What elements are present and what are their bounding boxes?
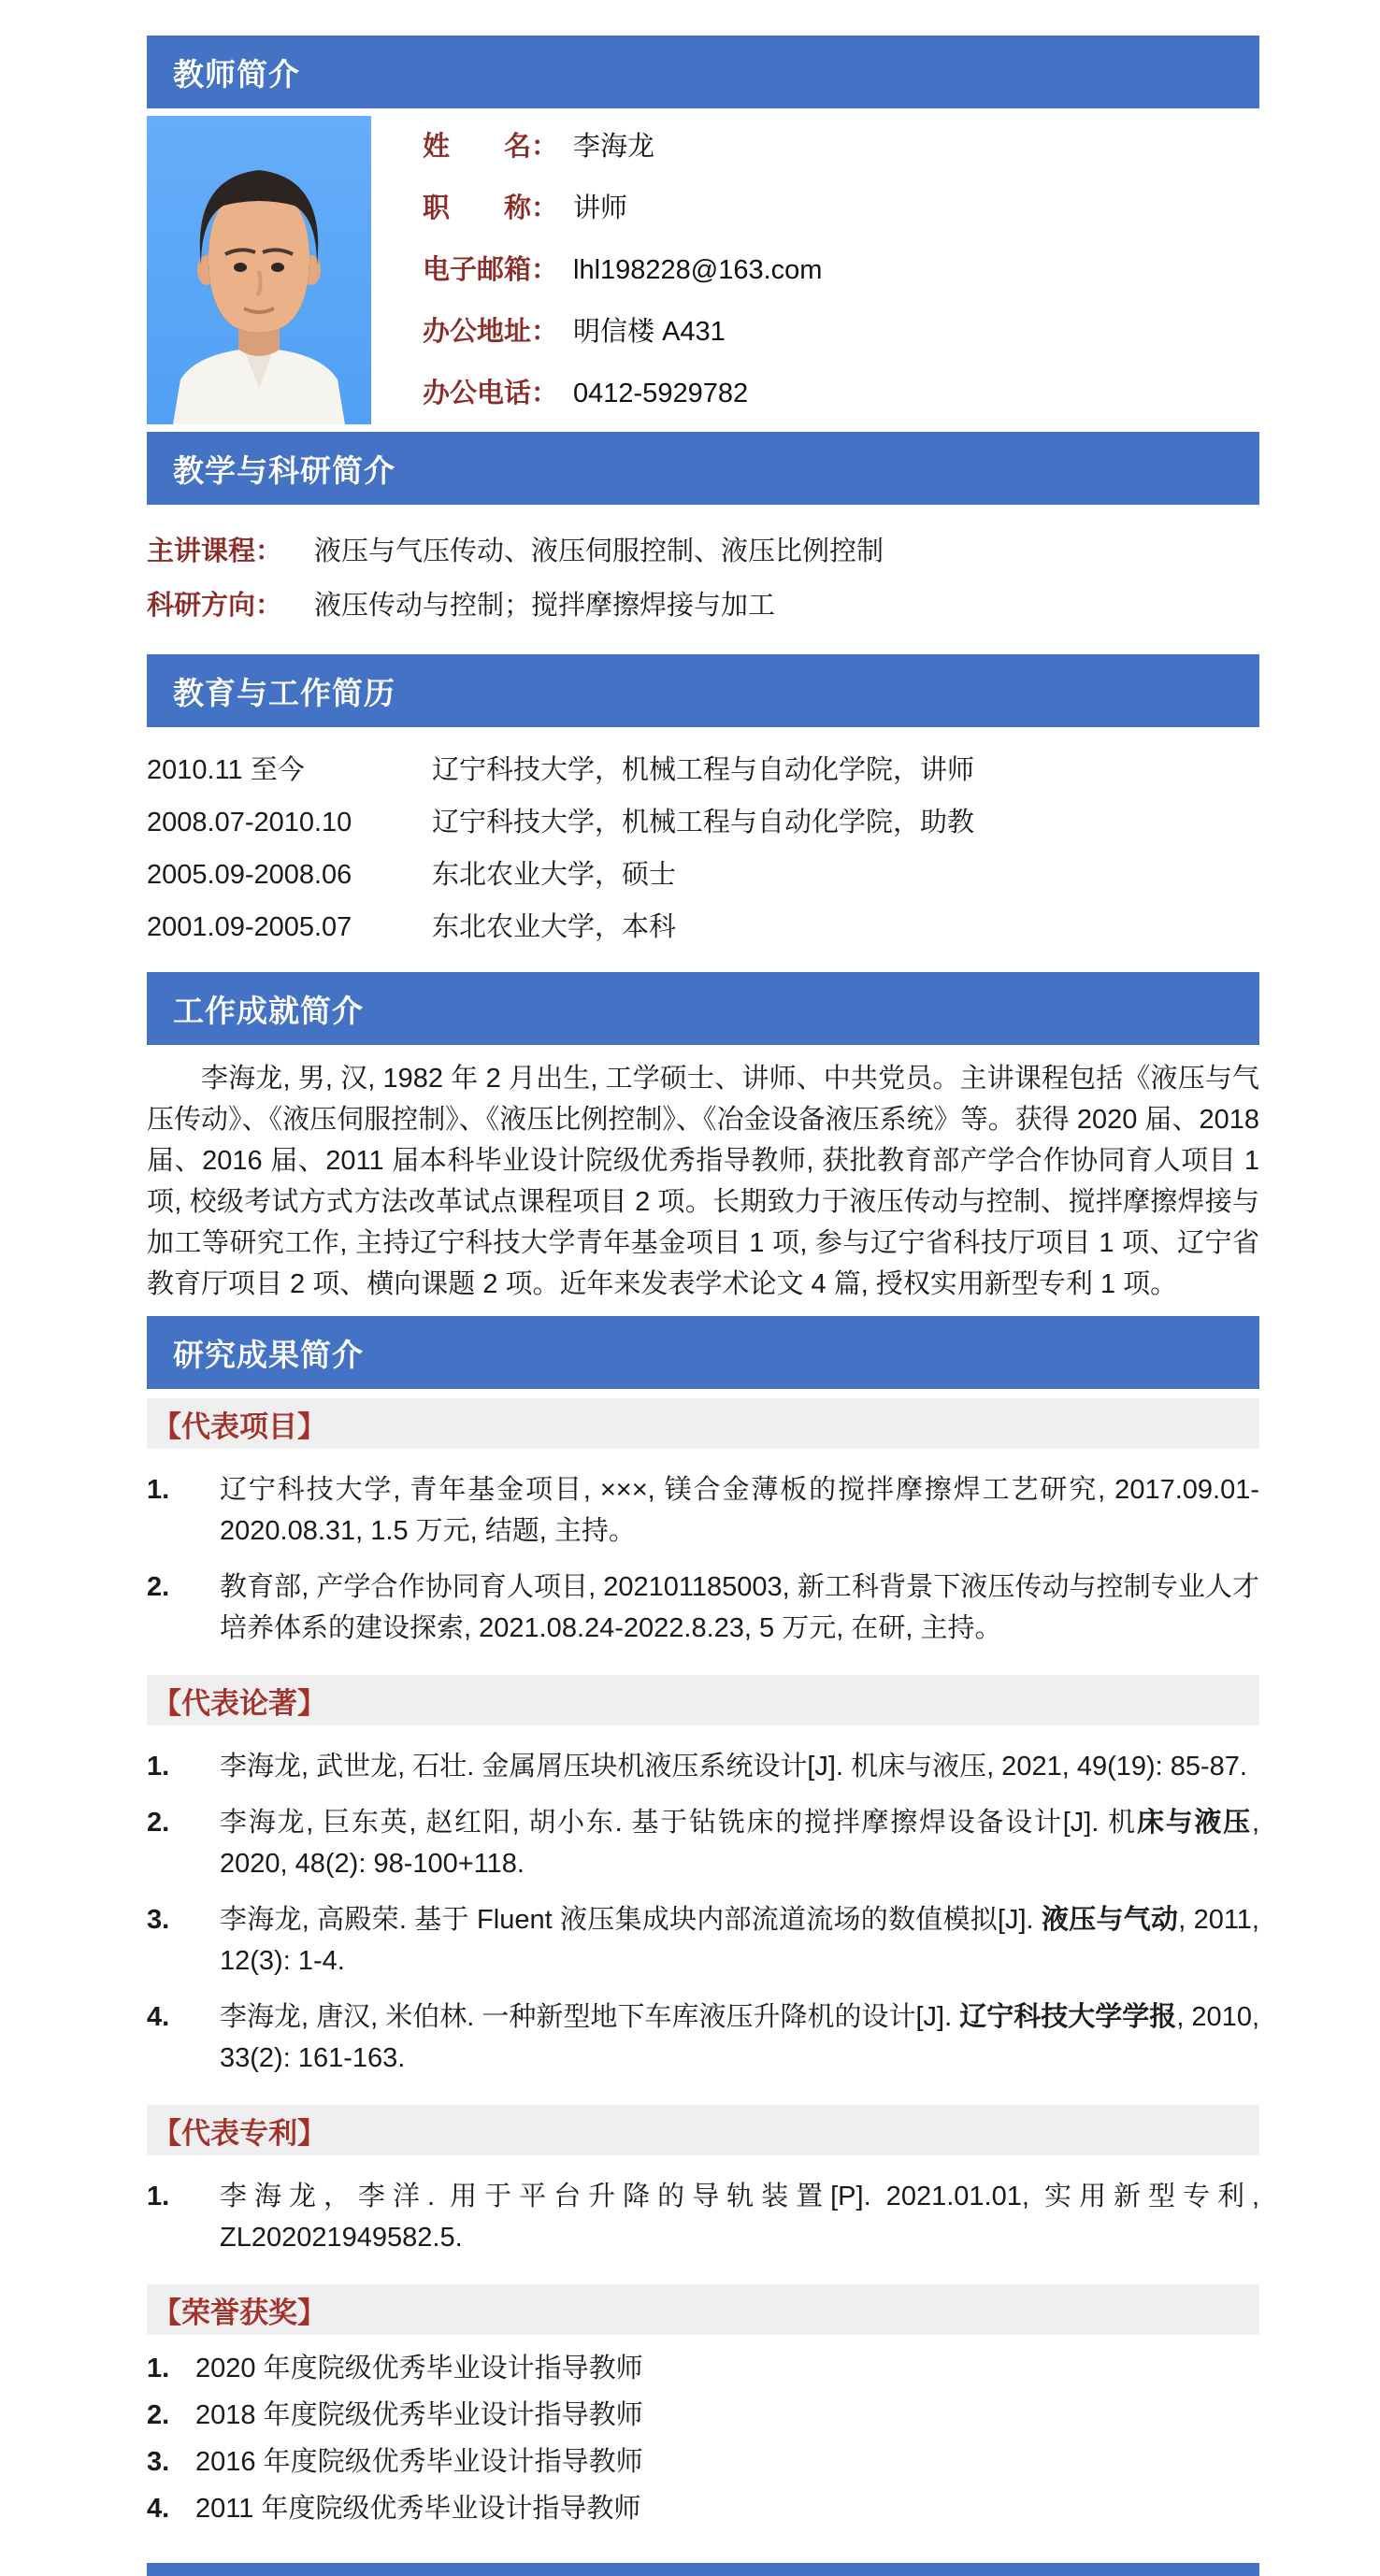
field-phone [423,373,1259,414]
footer-bar [147,2563,1259,2576]
patent-item [147,2176,1259,2258]
field-office-label: 办公地址： [423,317,559,347]
project-text: 教育部, 产学合作协同育人项目, 202101185003, 新工科背景下液压传动与控制专业人才培养体系的建设探索, 2021.08.24-2022.8.23, 5 万元, 在研, 主持。 [220,1572,1259,1643]
publication-item [147,1996,1259,2079]
subsection-title: 【荣誉获奖】 [152,2296,326,2329]
projects-list [147,1449,1259,1666]
section-header-work-achievements [147,972,1259,1045]
detail: 辽宁科技大学，机械工程与自动化学院，助教 [432,808,975,837]
achievements-paragraph: 李海龙, 男, 汉, 1982 年 2 月出生, 工学硕士、讲师、中共党员。主讲课程包括《液压与气压传动》、《液压伺服控制》、《液压比例控制》、《冶金设备液压系统》等。获得 2020 届、2018 届、2016 届、2011 届本科毕业设计院级优秀指导教师, 获批教育部产学合作协同育人项目 1 项, 校级考试方式方法改革试点课程项目 2 项。长期致力于液压传动与控制、搅拌摩擦焊接与加工等研究工作, 主持辽宁科技大学青年基金项目 1 项, 参与辽宁省科技厅项目 1 项、辽宁省教育厅项目 2 项、横向课题 2 项。近年来发表学术论文 4 篇, 授权实用新型专利 1 项。 [147,1064,1259,1299]
publication-item [147,1802,1259,1884]
education-row [147,907,1259,948]
courses-label: 主讲课程： [147,537,283,566]
education-row [147,750,1259,791]
period: 2005.09-2008.06 [147,860,352,890]
publication-text: 李海龙, 唐汉, 米伯林. 一种新型地下车库液压升降机的设计[J]. 辽宁科技大学学报, 2010, 33(2): 161-163. [220,2002,1260,2073]
portrait-illustration [147,116,371,424]
item-number: 2. [147,2400,170,2430]
award-text: 2011 年度院级优秀毕业设计指导教师 [195,2494,641,2524]
award-item [147,2348,1259,2389]
section-header-teacher-intro [147,36,1259,108]
publication-item [147,1899,1259,1982]
teacher-photo [147,116,371,424]
courses-row [147,531,1259,572]
subsection-representative-projects [147,1398,1259,1449]
field-email-value: lhl198228@163.com [573,255,823,285]
detail: 东北农业大学，本科 [432,912,677,942]
section-title: 工作成就简介 [173,993,364,1028]
field-phone-value: 0412-5929782 [573,379,749,408]
item-number: 1. [147,2354,170,2383]
subsection-honors-awards [147,2284,1259,2335]
detail: 辽宁科技大学，机械工程与自动化学院，讲师 [432,755,975,785]
item-number: 3. [147,1905,170,1935]
section-header-research-results [147,1316,1259,1389]
publication-text: 李海龙, 武世龙, 石壮. 金属屑压块机液压系统设计[J]. 机床与液压, 2021, 49(19): 85-87. [220,1752,1247,1782]
patent-text: 李海龙，李洋. 用于平台升降的导轨装置[P]. 2021.01.01, 实用新型专利, ZL202021949582.5. [220,2182,1259,2253]
section-header-education-work [147,654,1259,727]
award-text: 2020 年度院级优秀毕业设计指导教师 [195,2354,643,2383]
item-number: 1. [147,1752,170,1782]
project-item [147,1469,1259,1552]
profile-fields [423,116,1259,424]
subsection-title: 【代表项目】 [152,1410,326,1443]
item-number: 4. [147,2494,170,2524]
field-name [423,126,1259,167]
item-number: 2. [147,1572,170,1602]
field-name-label: 姓 名： [423,132,559,162]
award-text: 2018 年度院级优秀毕业设计指导教师 [195,2400,643,2430]
award-text: 2016 年度院级优秀毕业设计指导教师 [195,2447,643,2477]
item-number: 4. [147,2002,170,2032]
item-number: 2. [147,1808,170,1838]
period: 2008.07-2010.10 [147,808,352,837]
research-direction-row [147,585,1259,626]
field-office-value: 明信楼 A431 [573,317,726,347]
item-number: 1. [147,1475,170,1505]
section-title: 教育与工作简历 [173,675,395,710]
teaching-block [147,505,1259,654]
page-title: 教师简介 [173,56,300,92]
publication-text: 李海龙, 巨东英, 赵红阳, 胡小东. 基于钻铣床的搅拌摩擦焊设备设计[J]. 机床与液压, 2020, 48(2): 98-100+118. [220,1808,1259,1879]
field-office [423,311,1259,352]
subsection-title: 【代表专利】 [152,2116,326,2150]
field-email [423,250,1259,291]
education-row [147,802,1259,843]
project-item [147,1567,1259,1649]
period: 2001.09-2005.07 [147,912,352,942]
period: 2010.11 至今 [147,755,305,785]
field-title [423,188,1259,229]
publication-item [147,1746,1259,1787]
publications-list [147,1725,1259,2096]
award-item [147,2395,1259,2436]
subsection-representative-publications [147,1675,1259,1725]
item-number: 1. [147,2182,170,2211]
field-title-value: 讲师 [573,193,628,223]
field-email-label: 电子邮箱： [423,255,559,285]
education-row [147,854,1259,895]
publication-text: 李海龙, 高殿荣. 基于 Fluent 液压集成块内部流道流场的数值模拟[J]. 液压与气动, 2011, 12(3): 1-4. [220,1905,1259,1976]
courses-value: 液压与气压传动、液压伺服控制、液压比例控制 [314,537,884,566]
research-direction-label: 科研方向： [147,591,283,621]
patents-list [147,2155,1259,2275]
subsection-representative-patents [147,2105,1259,2155]
field-name-value: 李海龙 [573,132,655,162]
education-history-block [147,727,1259,972]
awards-list [147,2335,1259,2529]
section-title: 研究成果简介 [173,1337,364,1372]
subsection-title: 【代表论著】 [152,1686,326,1720]
field-title-label: 职 称： [423,193,559,223]
item-number: 3. [147,2447,170,2477]
profile-block [147,116,1259,424]
award-item [147,2441,1259,2483]
research-direction-value: 液压传动与控制；搅拌摩擦焊接与加工 [314,591,776,621]
section-title: 教学与科研简介 [173,452,395,488]
field-phone-label: 办公电话： [423,379,559,408]
award-item [147,2488,1259,2529]
detail: 东北农业大学，硕士 [432,860,677,890]
project-text: 辽宁科技大学, 青年基金项目, ×××, 镁合金薄板的搅拌摩擦焊工艺研究, 2017.09.01-2020.08.31, 1.5 万元, 结题, 主持。 [220,1475,1259,1546]
section-header-teaching-research [147,432,1259,505]
